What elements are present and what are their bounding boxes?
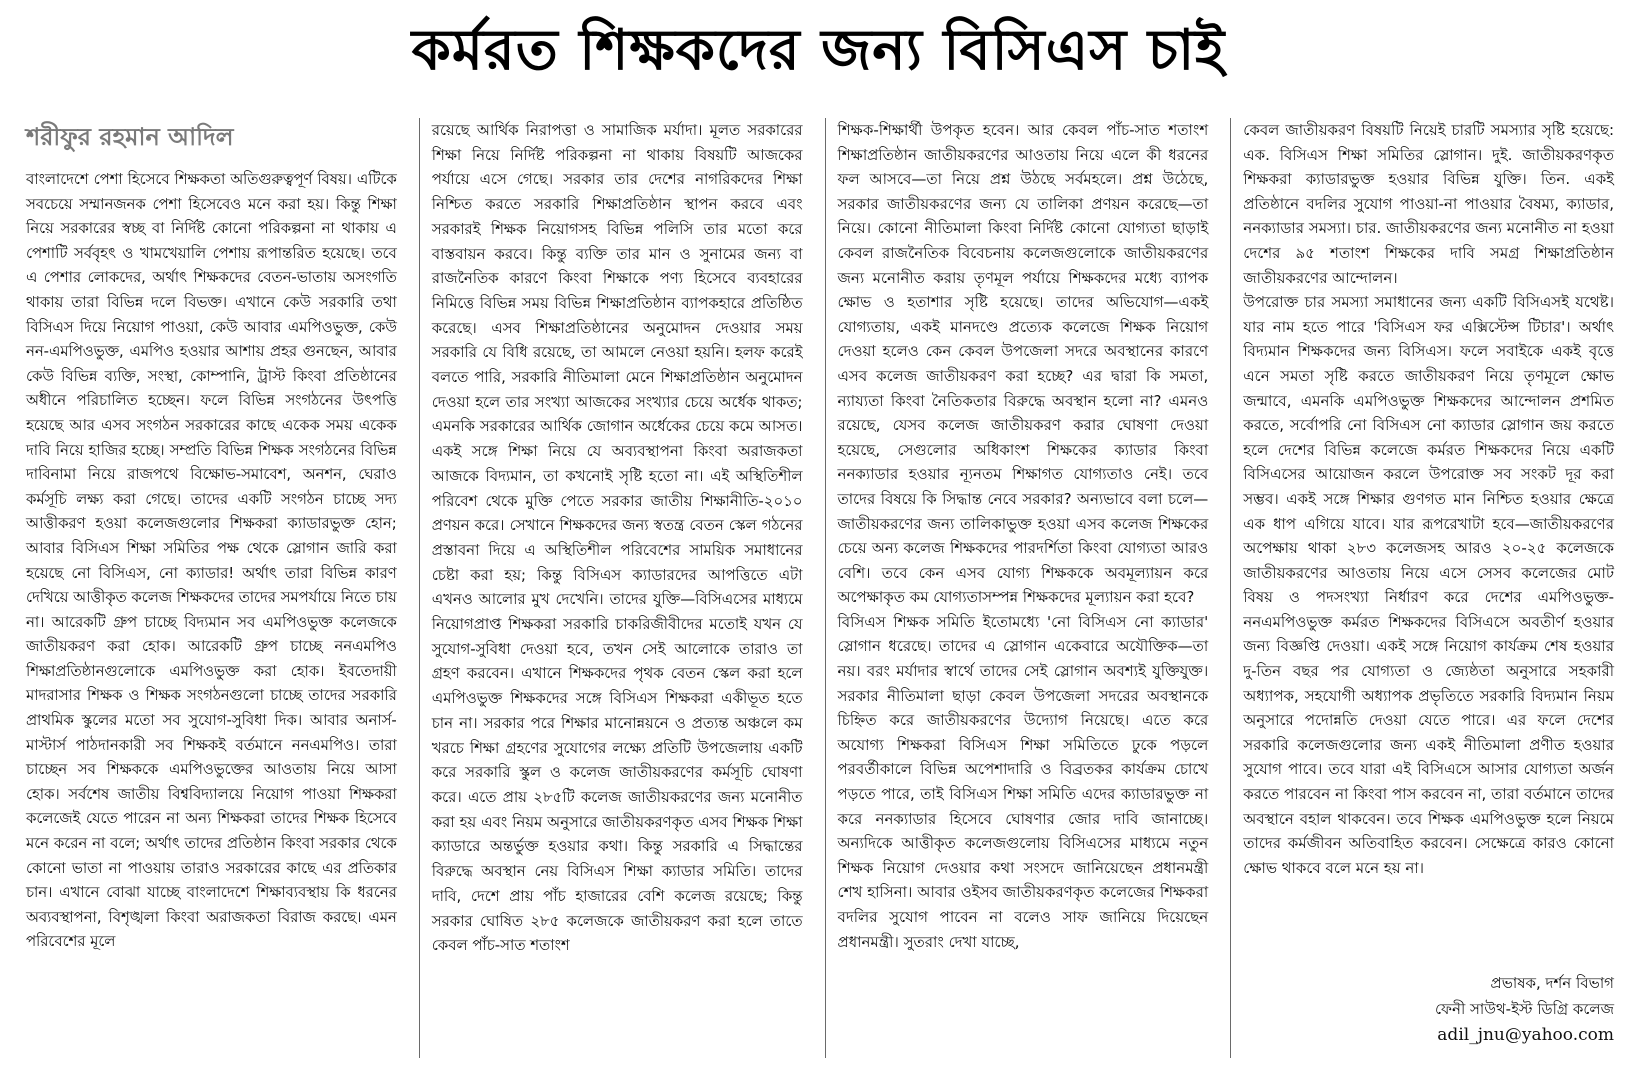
column-4-paragraph-1: কেবল জাতীয়করণ বিষয়টি নিয়েই চারটি সমস্যার সৃষ্টি হয়েছে: এক. বিসিএস শিক্ষা সমিতির স্লোগান। দুই. জাতীয়করণকৃত শিক্ষকরা ক্যাডারভুক্ত হওয়ার বিভিন্ন যুক্তি। তিন. একই প্রতিষ্ঠানে বদলির সুযোগ পাওয়া-না পাওয়ার বৈষম্য, ক্যাডার, ননক্যাডার সমস্যা। চার. জাতীয়করণের জন্য মনোনীত না হওয়া দেশের ৯৫ শতাংশ শিক্ষকের দাবি সমগ্র শিক্ষাপ্রতিষ্ঠান জাতীয়করণের আন্দোলন। (1243, 121, 1614, 287)
author-title: প্রভাষক, দর্শন বিভাগ (1490, 974, 1614, 992)
column-3-paragraph-2: বিসিএস শিক্ষক সমিতি ইতোমধ্যে 'নো বিসিএস নো ক্যাডার' স্লোগান ধরেছে। তাদের এ স্লোগান একেবারে অযৌক্তিক—তা নয়। বরং মর্যাদার স্বার্থে তাদের সেই স্লোগান অবশ্যই যুক্তিযুক্ত। সরকার নীতিমালা ছাড়া কেবল উপজেলা সদরের অবস্থানকে চিহ্নিত করে জাতীয়করণের উদ্যোগ নিয়েছে। এতে করে অযোগ্য শিক্ষকরা বিসিএস শিক্ষা সমিতিতে ঢুকে পড়লে পরবর্তীকালে বিভিন্ন অপেশাদারি ও বিব্রতকর কার্যক্রম চোখে পড়তে পারে, তাই বিসিএস শিক্ষা সমিতি এদের ক্যাডারভুক্ত না করে ননক্যাডার হিসেবে ঘোষণার জোর দাবি জানাচ্ছে। অন্যদিকে আত্তীকৃত কলেজগুলোয় বিসিএসের মাধ্যমে নতুন শিক্ষক নিয়োগ দেওয়ার কথা সংসদে জানিয়েছেন প্রধানমন্ত্রী শেখ হাসিনা। আবার ওইসব জাতীয়করণকৃত কলেজের শিক্ষকরা বদলির সুযোগ পাবেন না বলেও সাফ জানিয়ে দিয়েছেন প্রধানমন্ত্রী। সুতরাং দেখা যাচ্ছে, (837, 612, 1209, 951)
article-column-4 (1230, 118, 1626, 1058)
column-3-paragraph-1: শিক্ষক-শিক্ষার্থী উপকৃত হবেন। আর কেবল পাঁচ-সাত শতাংশ শিক্ষাপ্রতিষ্ঠান জাতীয়করণের আওতায় নিয়ে এলে কী ধরনের ফল আসবে—তা নিয়ে প্রশ্ন উঠছে সর্বমহলে। প্রশ্ন উঠেছে, সরকার জাতীয়করণের জন্য যে তালিকা প্রণয়ন করেছে—তা নিয়ে। কোনো নীতিমালা কিংবা নির্দিষ্ট কোনো যোগ্যতা ছাড়াই কেবল রাজনৈতিক বিবেচনায় কলেজগুলোকে জাতীয়করণের জন্য মনোনীত করায় তৃণমূল পর্যায়ে শিক্ষকদের মধ্যে ব্যাপক ক্ষোভ ও হতাশার সৃষ্টি হয়েছে। তাদের অভিযোগ—একই যোগ্যতায়, একই মানদণ্ডে প্রত্যেক কলেজে শিক্ষক নিয়োগ দেওয়া হলেও কেন কেবল উপজেলা সদরে অবস্থানের কারণে এসব কলেজ জাতীয়করণ করা হচ্ছে? এর দ্বারা কি সমতা, ন্যায্যতা কিংবা নৈতিকতার বিরুদ্ধে অবস্থান হলো না? এমনও রয়েছে, যেসব কলেজ জাতীয়করণ করার ঘোষণা দেওয়া হয়েছে, সেগুলোর অধিকাংশ শিক্ষকের ক্যাডার কিংবা ননক্যাডার হওয়ার ন্যূনতম শিক্ষাগত যোগ্যতাও নেই। তবে তাদের বিষয়ে কি সিদ্ধান্ত নেবে সরকার? অন্যভাবে বলা চলে—জাতীয়করণের জন্য তালিকাভুক্ত হওয়া এসব কলেজ শিক্ষকের চেয়ে অন্য কলেজ শিক্ষকদের পারদর্শিতা কিংবা যোগ্যতা আরও বেশি। তবে কেন এসব যোগ্য শিক্ষককে অবমূল্যায়ন করে অপেক্ষাকৃত কম যোগ্যতাসম্পন্ন শিক্ষকদের মূল্যায়ন করা হবে? (837, 121, 1209, 607)
article-column-1 (14, 118, 409, 1058)
author-signature (1435, 970, 1614, 1048)
article-column-2 (419, 118, 815, 1058)
column-2-paragraph-1: রয়েছে আর্থিক নিরাপত্তা ও সামাজিক মর্যাদা। মূলত সরকারের শিক্ষা নিয়ে নির্দিষ্ট পরিকল্পনা না থাকায় বিষয়টি আজকের পর্যায়ে এসে গেছে। সরকার তার দেশের নাগরিকদের শিক্ষা নিশ্চিত করতে সরকারি শিক্ষাপ্রতিষ্ঠান স্থাপন করবে এবং সরকারই শিক্ষক নিয়োগসহ বিভিন্ন পলিসি তার মতো করে বাস্তবায়ন করবে। কিন্তু ব্যক্তি তার মান ও সুনামের জন্য বা রাজনৈতিক কারণে কিংবা শিক্ষাকে পণ্য হিসেবে ব্যবহারের নিমিত্তে বিভিন্ন সময় বিভিন্ন শিক্ষাপ্রতিষ্ঠান ব্যাপকহারে প্রতিষ্ঠিত করেছে। এসব শিক্ষাপ্রতিষ্ঠানের অনুমোদন দেওয়ার সময় সরকারি যে বিধি রয়েছে, তা আমলে নেওয়া হয়নি। হলফ করেই বলতে পারি, সরকারি নীতিমালা মেনে শিক্ষাপ্রতিষ্ঠান অনুমোদন দেওয়া হলে তার সংখ্যা আজকের সংখ্যার চেয়ে অর্ধেক থাকত; এমনকি সরকারের আর্থিক জোগান অর্ধেকের চেয়ে কমে আসত। একই সঙ্গে শিক্ষা নিয়ে যে অব্যবস্থাপনা কিংবা অরাজকতা আজকে বিদ্যমান, তা কখনোই সৃষ্টি হতো না। এই অস্থিতিশীল পরিবেশ থেকে মুক্তি পেতে সরকার জাতীয় শিক্ষানীতি-২০১০ প্রণয়ন করে। সেখানে শিক্ষকদের জন্য স্বতন্ত্র বেতন স্কেল গঠনের প্রস্তাবনা দিয়ে এ অস্থিতিশীল পরিবেশের সাময়িক সমাধানের চেষ্টা করা হয়; কিন্তু বিসিএস ক্যাডারদের আপত্তিতে এটা এখনও আলোর মুখ দেখেনি। তাদের যুক্তি—বিসিএসের মাধ্যমে নিয়োগপ্রাপ্ত শিক্ষকরা সরকারি চাকরিজীবীদের মতোই যখন যে সুযোগ-সুবিধা দেওয়া হবে, তখন সেই আলোকে তারাও তা গ্রহণ করবেন। এখানে শিক্ষকদের পৃথক বেতন স্কেল করা হলে এমপিওভুক্ত শিক্ষকদের সঙ্গে বিসিএস শিক্ষকরা একীভূত হতে চান না। সরকার পরে শিক্ষার মানোন্নয়নে ও প্রত্যন্ত অঞ্চলে কম খরচে শিক্ষা গ্রহণের সুযোগের লক্ষ্যে প্রতিটি উপজেলায় একটি করে সরকারি স্কুল ও কলেজ জাতীয়করণের কর্মসূচি ঘোষণা করে। এতে প্রায় ২৮৫টি কলেজ জাতীয়করণের জন্য মনোনীত করা হয় এবং নিয়ম অনুসারে জাতীয়করণকৃত এসব শিক্ষক শিক্ষা ক্যাডারে অন্তর্ভুক্ত হওয়ার কথা। কিন্তু সরকারি এ সিদ্ধান্তের বিরুদ্ধে অবস্থান নেয় বিসিএস শিক্ষা ক্যাডার সমিতি। তাদের দাবি, দেশে প্রায় পাঁচ হাজারের বেশি কলেজ রয়েছে; কিন্তু সরকার ঘোষিত ২৮৫ কলেজকে জাতীয়করণ করা হলে তাতে কেবল পাঁচ-সাত শতাংশ (431, 121, 803, 955)
column-4-paragraph-2: উপরোক্ত চার সমস্যা সমাধানের জন্য একটি বিসিএসই যথেষ্ট। যার নাম হতে পারে 'বিসিএস ফর এক্সিস্টেন্স টিচার'। অর্থাৎ বিদ্যমান শিক্ষকদের জন্য বিসিএস। ফলে সবাইকে একই বৃত্তে এনে সমতা সৃষ্টি করতে জাতীয়করণ নিয়ে তৃণমূলে ক্ষোভ জন্মাবে, এমনকি এমপিওভুক্ত শিক্ষকদের আন্দোলন প্রশমিত করতে, সর্বোপরি নো বিসিএস নো ক্যাডার স্লোগান জয় করতে হলে দেশের বিভিন্ন কলেজে কর্মরত শিক্ষকদের নিয়ে একটি বিসিএসের আয়োজন করলে উপরোক্ত সব সংকট দূর করা সম্ভব। একই সঙ্গে শিক্ষার গুণগত মান নিশ্চিত হওয়ার ক্ষেত্রে এক ধাপ এগিয়ে যাবে। যার রূপরেখাটা হবে—জাতীয়করণের অপেক্ষায় থাকা ২৮৩ কলেজসহ আরও ২০-২৫ কলেজকে জাতীয়করণের আওতায় নিয়ে এসে সেসব কলেজের মোট বিষয় ও পদসংখ্যা নির্ধারণ করে দেশের এমপিওভুক্ত-ননএমপিওভুক্ত কর্মরত শিক্ষকদের বিসিএসে অবতীর্ণ হওয়ার জন্য বিজ্ঞপ্তি দেওয়া। একই সঙ্গে নিয়োগ কার্যক্রম শেষ হওয়ার দু-তিন বছর পর যোগ্যতা ও জ্যেষ্ঠতা অনুসারে সহকারী অধ্যাপক, সহযোগী অধ্যাপক প্রভৃতিতে সরকারি বিদ্যমান নিয়ম অনুসারে পদোন্নতি দেওয়া যেতে পারে। এর ফলে দেশের সরকারি কলেজগুলোর জন্য একই নীতিমালা প্রণীত হওয়ার সুযোগ পাবে। তবে যারা এই বিসিএসে আসার যোগ্যতা অর্জন করতে পারবেন না কিংবা পাস করবেন না, তারা বর্তমানে তাদের অবস্থানে বহাল থাকবেন। তবে শিক্ষক এমপিওভুক্ত হলে নিয়মে তাদের কর্মজীবন অতিবাহিত করবেন। সেক্ষেত্রে কারও কোনো ক্ষোভ থাকবে বলে মনে হয় না। (1243, 293, 1614, 877)
article-headline: কর্মরত শিক্ষকদের জন্য বিসিএস চাই (411, 18, 1226, 83)
article-columns (14, 118, 1626, 1058)
author-institution: ফেনী সাউথ-ইস্ট ডিগ্রি কলেজ (1434, 1000, 1614, 1018)
author-byline: শরীফুর রহমান আদিল (26, 123, 234, 151)
column-1-paragraph-1: বাংলাদেশে পেশা হিসেবে শিক্ষকতা অতিগুরুত্বপূর্ণ বিষয়। এটিকে সবচেয়ে সম্মানজনক পেশা হিসেবেও মনে করা হয়। কিন্তু শিক্ষা নিয়ে সরকারের স্বচ্ছ বা নির্দিষ্ট কোনো পরিকল্পনা না থাকায় এ পেশাটি সর্ববৃহৎ ও খামখেয়ালি পেশায় রূপান্তরিত হয়েছে। তবে এ পেশার লোকদের, অর্থাৎ শিক্ষকদের বেতন-ভাতায় অসংগতি থাকায় তারা বিভিন্ন দলে বিভক্ত। এখানে কেউ সরকারি তথা বিসিএস দিয়ে নিয়োগ পাওয়া, কেউ আবার এমপিওভুক্ত, কেউ নন-এমপিওভুক্ত, এমপিও হওয়ার আশায় প্রহর গুনছেন, আবার কেউ বিভিন্ন ব্যক্তি, সংস্থা, কোম্পানি, ট্রাস্ট কিংবা প্রতিষ্ঠানের অধীনে পরিচালিত হচ্ছেন। ফলে বিভিন্ন সংগঠনের উৎপত্তি হয়েছে আর এসব সংগঠন সরকারের কাছে একেক সময় একেক দাবি নিয়ে হাজির হচ্ছে। সম্প্রতি বিভিন্ন শিক্ষক সংগঠনের বিভিন্ন দাবিনামা নিয়ে রাজপথে বিক্ষোভ-সমাবেশ, অনশন, ঘেরাও কর্মসূচি লক্ষ্য করা গেছে। তাদের একটি সংগঠন চাচ্ছে সদ্য আত্তীকরণ হওয়া কলেজগুলোর শিক্ষকরা ক্যাডারভুক্ত হোন; আবার বিসিএস শিক্ষা সমিতির পক্ষ থেকে স্লোগান জারি করা হয়েছে নো বিসিএস, নো ক্যাডার! অর্থাৎ তারা বিভিন্ন কারণ দেখিয়ে আত্তীকৃত কলেজ শিক্ষকদের তাদের সমপর্যায়ে নিতে চায় না। আরেকটি গ্রুপ চাচ্ছে বিদ্যমান সব এমপিওভুক্ত কলেজকে জাতীয়করণ করা হোক। আরেকটি গ্রুপ চাচ্ছে ননএমপিও শিক্ষাপ্রতিষ্ঠানগুলোকে এমপিওভুক্ত করা হোক। ইবতেদায়ী মাদরাসার শিক্ষক ও শিক্ষক সংগঠনগুলো চাচ্ছে তাদের সরকারি প্রাথমিক স্কুলের মতো সব সুযোগ-সুবিধা দিক। আবার অনার্স-মাস্টার্স পাঠদানকারী সব শিক্ষকই বর্তমানে ননএমপিও। তারা চাচ্ছেন সব শিক্ষককে এমপিওভুক্তের আওতায় নিয়ে আসা হোক। সর্বশেষ জাতীয় বিশ্ববিদ্যালয়ে নিয়োগ পাওয়া শিক্ষকরা কলেজেই যেতে পারেন না অন্য শিক্ষকরা তাদের শিক্ষক হিসেবে মনে করেন না বলে; অর্থাৎ তাদের প্রতিষ্ঠান কিংবা সরকার থেকে কোনো ভাতা না পাওয়ায় তারাও সরকারের কাছে এর প্রতিকার চান। এখানে বোঝা যাচ্ছে বাংলাদেশে শিক্ষাব্যবস্থায় কি ধরনের অব্যবস্থাপনা, বিশৃঙ্খলা কিংবা অরাজকতা বিরাজ করছে। এমন পরিবেশের মূলে (26, 171, 397, 951)
author-email: adil_jnu@yahoo.com (1437, 1025, 1614, 1045)
article-column-3 (825, 118, 1221, 1058)
